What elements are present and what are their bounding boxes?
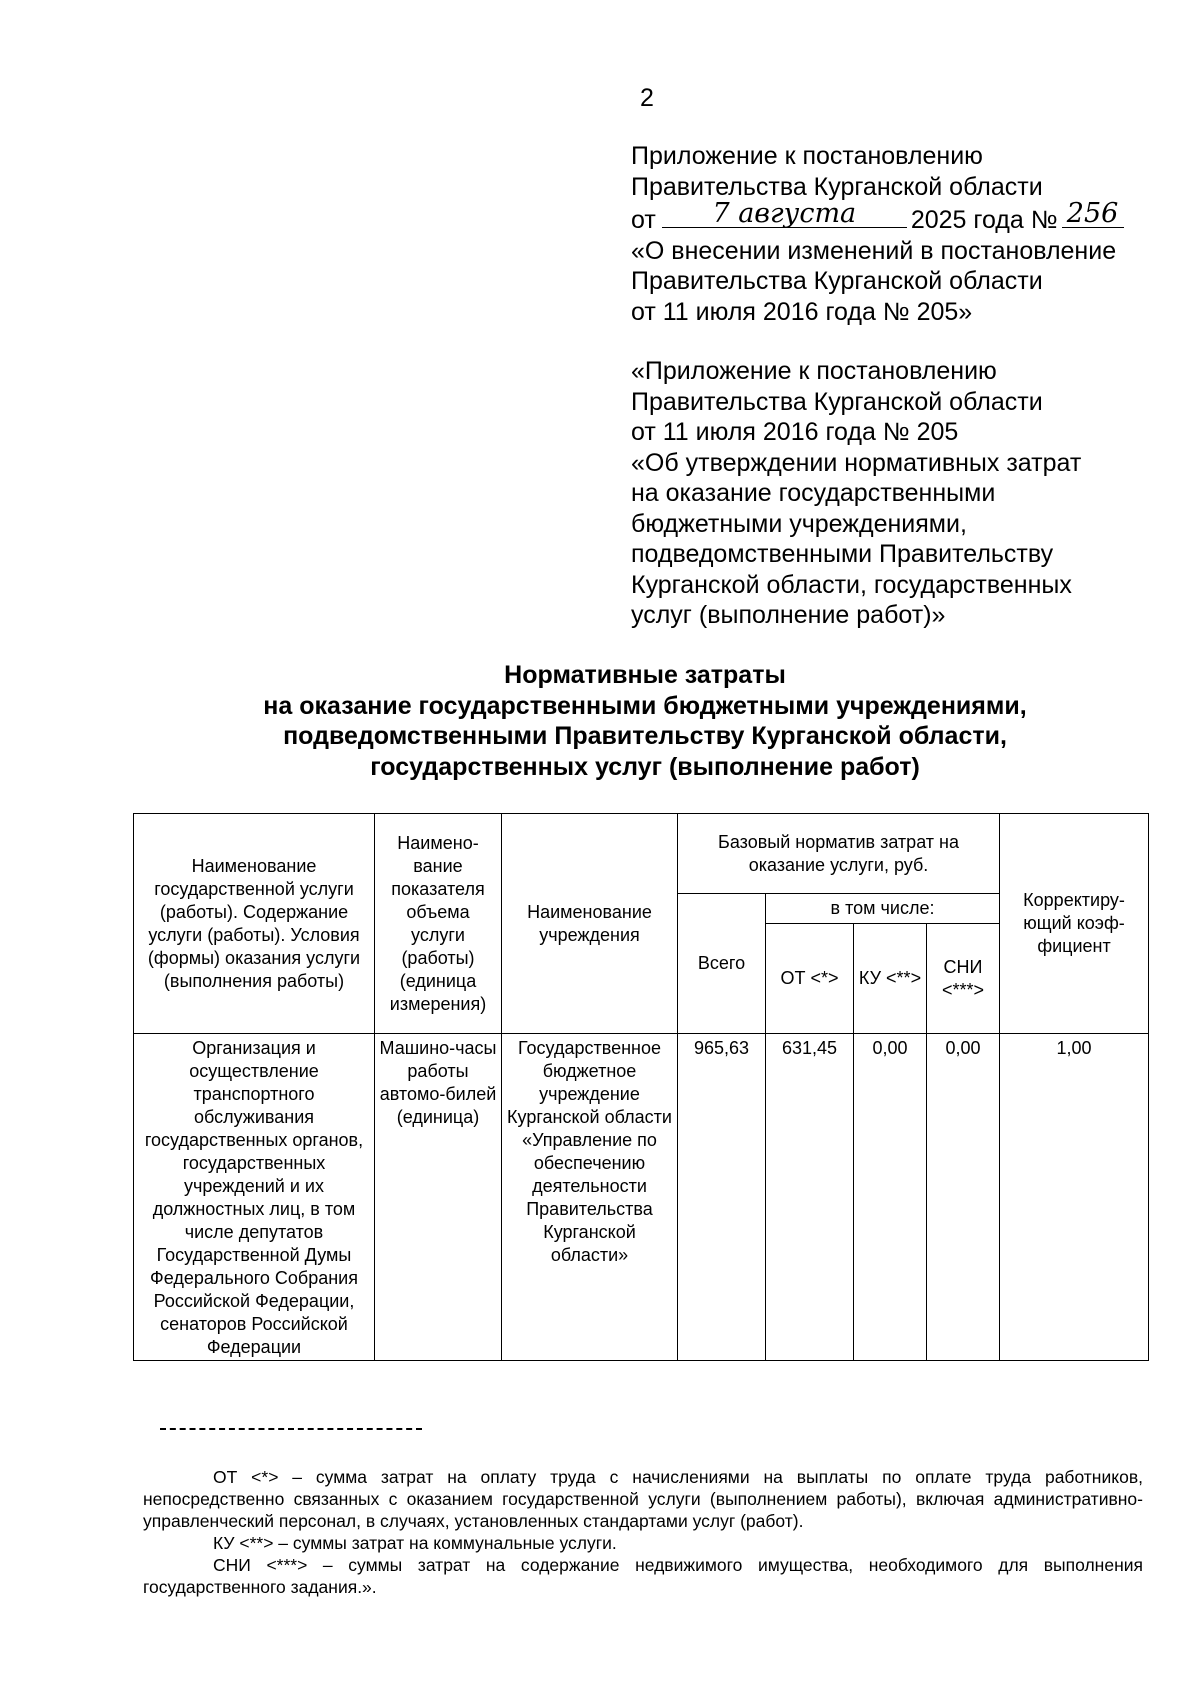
footnote-separator: [160, 1428, 422, 1430]
footnote-ot: ОТ <*> – сумма затрат на оплату труда с начислениями на выплаты по оплате труда работников, непосредственно связанных с оказанием государственной услуги (выполнением работы), включая административно-управленческий персонал, в случаях, установленных стандартами услуг (работ).: [143, 1467, 1143, 1531]
table-row: [134, 1034, 1149, 1361]
title-line: на оказание государственными бюджетными учреждениями,: [263, 691, 1027, 720]
header-sni: СНИ <***>: [927, 924, 1000, 1034]
appendix-line: Правительства Курганской области: [631, 172, 1043, 201]
footnote-sni: СНИ <***> – суммы затрат на содержание недвижимого имущества, необходимого для выполнения государственного задания.».: [143, 1555, 1143, 1597]
appendix-line: Курганской области, государственных: [631, 570, 1072, 599]
date-blank: [662, 198, 907, 229]
year-text: 2025 года №: [910, 206, 1058, 234]
appendix-line: бюджетными учреждениями,: [631, 509, 967, 538]
handwritten-date: 7 августа: [712, 198, 857, 229]
appendix-line: Правительства Курганской области: [631, 387, 1043, 416]
cell-coefficient: 1,00: [1000, 1034, 1149, 1361]
appendix-line: подведомственными Правительству: [631, 540, 1054, 568]
appendix-line: «Приложение к постановлению: [631, 357, 997, 385]
date-prefix: от: [631, 206, 656, 234]
appendix-line: Правительства Курганской области: [631, 267, 1043, 295]
title-line: Нормативные затраты: [504, 661, 786, 689]
appendix-line: Приложение к постановлению: [631, 142, 983, 170]
appendix-line: услуг (выполнение работ)»: [631, 601, 946, 629]
cell-total: 965,63: [678, 1034, 766, 1361]
appendix-date-line: [631, 198, 1124, 236]
cell-sni: 0,00: [927, 1034, 1000, 1361]
cell-institution: Государственное бюджетное учреждение Курганской области «Управление по обеспечению деятельности Правительства Курганской области»: [502, 1034, 678, 1361]
header-total: Всего: [678, 894, 766, 1034]
header-base-norm: Базовый норматив затрат на оказание услуги, руб.: [678, 814, 1000, 894]
appendix-line: на оказание государственными: [631, 479, 996, 507]
header-coefficient: Корректиру-ющий коэф-фициент: [1000, 814, 1149, 1034]
page-number: 2: [640, 84, 654, 112]
title-line: подведомственными Правительству Курганской области,: [283, 722, 1007, 750]
cell-indicator: Машино-часы работы автомо-билей (единица): [375, 1034, 502, 1361]
norm-table: [133, 813, 1149, 1361]
header-including: в том числе:: [766, 894, 1000, 924]
header-service: Наименование государственной услуги (работы). Содержание услуги (работы). Условия (формы) оказания услуги (выполнения работы): [134, 814, 375, 1034]
cell-service: Организация и осуществление транспортного обслуживания государственных органов, государственных учреждений и их должностных лиц, в том числе депутатов Государственной Думы Федерального Собрания Российской Федерации, сенаторов Российской Федерации: [134, 1034, 375, 1361]
cell-ot: 631,45: [766, 1034, 854, 1361]
appendix-line: от 11 июля 2016 года № 205: [631, 418, 959, 446]
handwritten-number: 256: [1066, 198, 1119, 229]
header-indicator: Наимено-вание показателя объема услуги (работы) (единица измерения): [375, 814, 502, 1034]
appendix-line: «О внесении изменений в постановление: [631, 236, 1117, 265]
footnotes: [143, 1466, 1143, 1598]
header-institution: Наименование учреждения: [502, 814, 678, 1034]
number-blank: [1062, 198, 1124, 229]
cell-ku: 0,00: [854, 1034, 927, 1361]
header-ot: ОТ <*>: [766, 924, 854, 1034]
header-ku: КУ <**>: [854, 924, 927, 1034]
appendix-block-amendment: [631, 141, 1124, 327]
title-line: государственных услуг (выполнение работ): [370, 752, 920, 781]
appendix-block-original: [631, 356, 1081, 631]
appendix-line: «Об утверждении нормативных затрат: [631, 448, 1082, 477]
footnote-ku: КУ <**> – суммы затрат на коммунальные услуги.: [213, 1533, 617, 1553]
appendix-line: от 11 июля 2016 года № 205»: [631, 297, 973, 326]
document-title: [130, 660, 1160, 782]
